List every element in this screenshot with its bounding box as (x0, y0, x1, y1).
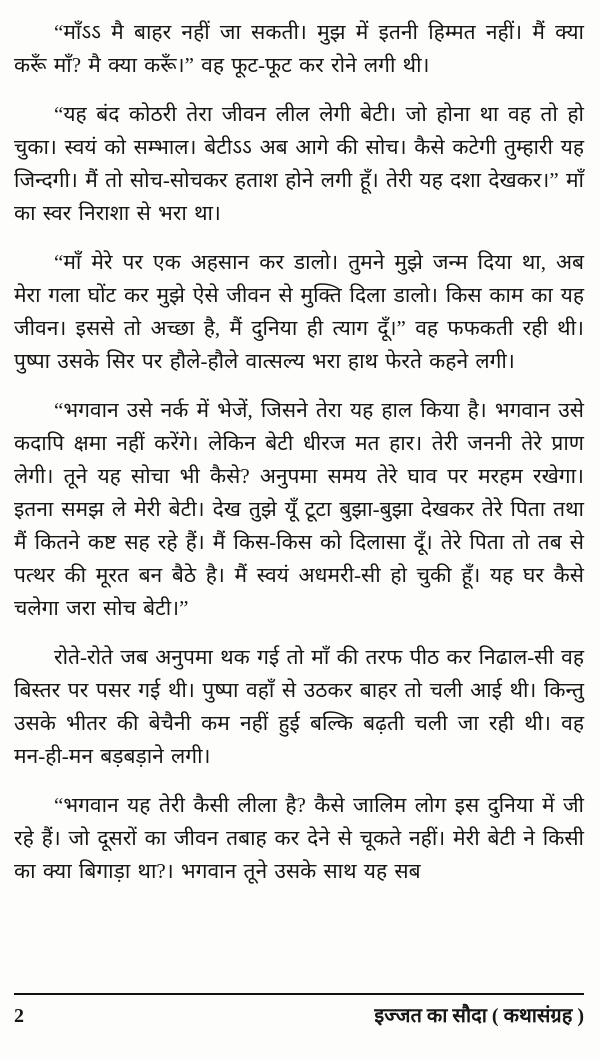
paragraph-2: “यह बंद कोठरी तेरा जीवन लील लेगी बेटी। जो होना था वह तो हो चुका। स्वयं को सम्भाल। बेटीऽऽ अब आगे की सोच। कैसे कटेगी तुम्हारी यह जिन्दगी। मैं तो सोच-सोचकर हताश होने लगी हूँ। तेरी यह दशा देखकर।” माँ का स्वर निराशा से भरा था। (14, 102, 584, 225)
page-number: 2 (14, 1005, 24, 1027)
paragraph-4: “भगवान उसे नर्क में भेजें, जिसने तेरा यह हाल किया है। भगवान उसे कदापि क्षमा नहीं करेंगे। लेकिन बेटी धीरज मत हार। तेरी जननी तेरे प्राण लेगी। तूने यह सोचा भी कैसे? अनुपमा समय तेरे घाव पर मरहम रखेगा। इतना समझ ले मेरी बेटी। देख तुझे यूँ टूटा बुझा-बुझा देखकर तेरे पिता तथा मैं कितने कष्ट सह रहे हैं। मैं किस-किस को दिलासा दूँ। तेरे पिता तो तब से पत्थर की मूरत बन बैठे है। मैं स्वयं अधमरी-सी हो चुकी हूँ। यह घर कैसे चलेगा जरा सोच बेटी।” (14, 398, 584, 620)
footer-row (14, 1001, 584, 1028)
book-title: इज्जत का सौदा ( कथासंग्रह ) (374, 1005, 584, 1027)
paragraph-1: “माँऽऽ मै बाहर नहीं जा सकती। मुझ में इतनी हिम्मत नहीं। मैं क्या करूँ माँ? मै क्या करूँ।” वह फूट-फूट कर रोने लगी थी। (14, 20, 584, 77)
paragraph-6: “भगवान यह तेरी कैसी लीला है? कैसे जालिम लोग इस दुनिया में जी रहे हैं। जो दूसरों का जीवन तबाह कर देने से चूकते नहीं। मेरी बेटी ने किसी का क्या बिगाड़ा था?। भगवान तूने उसके साथ यह सब (14, 793, 584, 883)
page-footer (14, 993, 584, 1028)
paragraph-3: “माँ मेरे पर एक अहसान कर डालो। तुमने मुझे जन्म दिया था, अब मेरा गला घोंट कर मुझे ऐसे जीवन से मुक्ति दिला डालो। किस काम का यह जीवन। इससे तो अच्छा है, मैं दुनिया ही त्याग दूँ।” वह फफकती रही थी। पुष्पा उसके सिर पर हौले-हौले वात्सल्य भरा हाथ फेरते कहने लगी। (14, 250, 584, 373)
paragraph-5: रोते-रोते जब अनुपमा थक गई तो माँ की तरफ पीठ कर निढाल-सी वह बिस्तर पर पसर गई थी। पुष्पा वहाँ से उठकर बाहर तो चली आई थी। किन्तु उसके भीतर की बेचैनी कम नहीं हुई बल्कि बढ़ती चली जा रही थी। वह मन-ही-मन बड़बड़ाने लगी। (14, 645, 584, 768)
footer-divider (14, 993, 584, 995)
